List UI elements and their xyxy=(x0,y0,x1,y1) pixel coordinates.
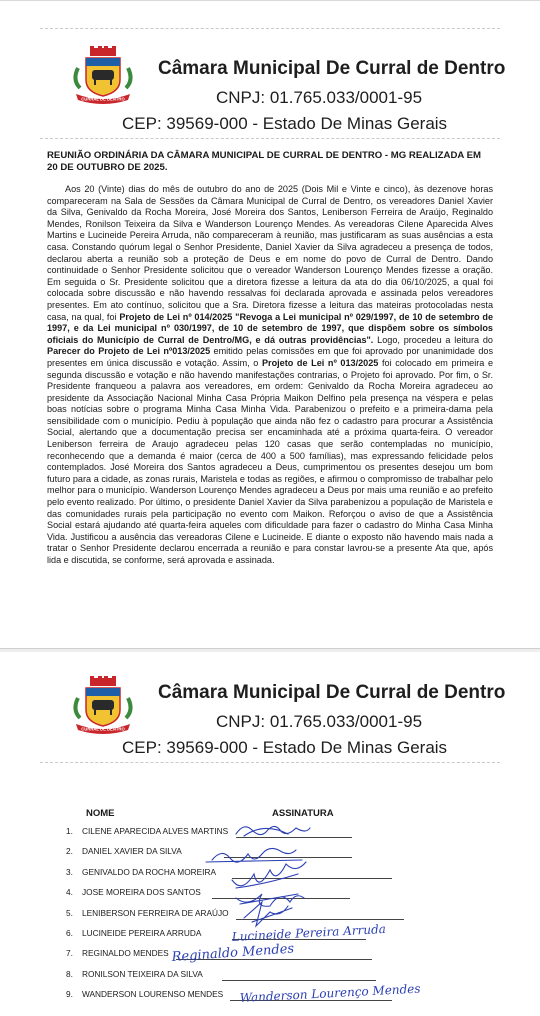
signature-row-number: 9. xyxy=(66,989,73,1000)
signature-3 xyxy=(232,862,306,888)
signature-row-name: GENIVALDO DA ROCHA MOREIRA xyxy=(82,866,217,877)
signature-row-number: 7. xyxy=(66,948,73,959)
minutes-body xyxy=(47,184,493,567)
cnpj-line: CNPJ: 01.765.033/0001-95 xyxy=(216,712,423,731)
signature-row-name: WANDERSON LOURENSO MENDES xyxy=(82,989,224,1000)
header-dashed-rule-bottom xyxy=(40,138,500,139)
page-edge xyxy=(0,0,540,1)
municipal-coat-of-arms-logo xyxy=(70,46,136,104)
institution-name: Câmara Municipal De Curral de Dentro xyxy=(158,58,506,79)
header-dashed-rule xyxy=(40,28,500,29)
signature-7: Reginaldo Mendes xyxy=(171,941,295,965)
signature-row-number: 6. xyxy=(66,928,73,938)
signature-1 xyxy=(236,826,310,836)
cep-line: CEP: 39569-000 - Estado De Minas Gerais xyxy=(122,738,448,757)
signature-col-name: NOME xyxy=(86,808,115,819)
minutes-page-2 xyxy=(0,652,540,1016)
cnpj-line: CNPJ: 01.765.033/0001-95 xyxy=(216,88,423,107)
signature-row-number: 5. xyxy=(66,907,73,918)
minutes-text-4: foi colocado em primeira e segunda discussão e votação e não havendo manifestações contrarias, o Projeto foi aprovado. Por fim, o Sr. Presidente franqueou a palavra aos vereadores, em ordem: Genivaldo da Rocha Moreira agradeceu ao presidente da Associação Nacional Minha Casa Própria Maikon Delfino pela presença na véspera e pelas boas notícias sobre o programa Minha Casa Minha Vida. Parabenizou o prefeito e a primeira-dama pela sensibilidade com o município. Pediu à população que ainda não fez o cadastro para procurar a Assistência Social, alertando que a documentação precisa ser encaminhada até a próxima quarta-feira. O vereador Leniberson ferreira de Araujo agradeceu pelas 120 casas que serão contempladas no município, reconhecendo que a demanda é maior (cerca de 400 a 500 famílias), mas expressando felicidade pelos contemplados. José Moreira dos Santos agradeceu a Deus, cumprimentou os presentes desejou um bom futuro para a cidade, as zonas rurais, Maristela e todas as regiões, e afirmou o compromisso de trabalhar pelo melhor para o município. Wanderson Lourenço Mendes agradeceu a Deus por mais uma reunião e ao prefeito pelo evento realizado. Por último, o presidente Daniel Xavier da Silva parabenizou a população de Maristela e das comunidades rurais pela participação no evento com Maikon. Reforçou o aviso de que a Assistência Social estará ajudando até quarta-feira aqueles com dificuldade para fazer o cadastro do Minha Casa Minha Vida. Justificou a ausência das vereadoras Cilene e Lucineide. E diante o exposto não havendo mais nada a tratar o Senhor Presidente declarou encerrada a reunião e para constar lavrou-se a presente Ata que, após lida e discutida, se conforme, será aprovada e assinada. xyxy=(47,357,493,565)
signature-row-number: 8. xyxy=(66,968,73,979)
signature-row-number: 3. xyxy=(66,866,73,877)
signature-row-name: REGINALDO MENDES xyxy=(82,948,169,959)
signature-row-number: 2. xyxy=(66,846,73,857)
institution-name: Câmara Municipal De Curral de Dentro xyxy=(158,682,506,703)
signature-row-name: LUCINEIDE PEREIRA ARRUDA xyxy=(82,928,202,938)
signature-col-signature: ASSINATURA xyxy=(272,808,334,819)
minutes-text-2: Logo, procedeu a leitura do xyxy=(373,334,493,345)
signature-4 xyxy=(236,894,304,906)
minutes-title: REUNIÃO ORDINÁRIA DA CÂMARA MUNICIPAL DE CURRAL DE DENTRO - MG REALIZADA EM 20 DE OUTUBRO DE 2025. xyxy=(47,150,482,173)
signature-9: Wanderson Lourenço Mendes xyxy=(239,981,421,1005)
minutes-bold-bill-014: Projeto de Lei nº 014/2025 "Revoga a Lei municipal nº 029/1997, de 10 de setembro de 1997, e da Lei municipal nº 030/1997, de 10 de setembro de 1997, que dispõem sobre os símbolos oficiais do Município de Curral de Dentro/MG, e dá outras providências". xyxy=(47,311,494,345)
minutes-text-1: Aos 20 (Vinte) dias do mês de outubro do ano de 2025 (Dois Mil e Vinte e cinco), às dezenove horas compareceram na Sala de Sessões da Câmara Municipal de Curral de Dentro, os vereadores Daniel Xavier da Silva, Genivaldo da Rocha Moreira, José Moreira dos Santos, Leniberson Ferreira de Araújo, Reginaldo Mendes, Ronilson Teixeira da Silva e Wanderson Lourenço Mendes. As vereadoras Cilene Aparecida Alves Martins e Lucineide Pereira Arruda, não compareceram à reunião, mas justificaram as suas ausências a esta casa. Constando quórum legal o Senhor Presidente, Daniel Xavier da Silva agradeceu a presença de todos, declarou aberta a reunião sob a proteção de Deus e em nome do povo de Curral de Dentro. Dando continuidade o Senhor Presidente solicitou que o vereador Wanderson Lourenço Mendes fizesse a oração. Em seguida o Sr. Presidente solicitou que a diretora fizesse a leitura da ata do dia 06/10/2025, a qual foi colocada sobre discussão e não havendo ressalvas foi declarada aprovada e assinada pelos vereadores presentes. Em ato contínuo, solicitou que a Sra. Diretora fizesse a leitura das mateiras protocoladas nesta casa, na qual, foi xyxy=(47,184,493,322)
svg-text:CURRAL DE DENTRO: CURRAL DE DENTRO xyxy=(81,96,125,102)
signature-6: Lucineide Pereira Arruda xyxy=(231,921,387,944)
signature-row-name: CILENE APARECIDA ALVES MARTINS xyxy=(82,826,229,836)
signature-row-name: JOSE MOREIRA DOS SANTOS xyxy=(82,887,201,898)
minutes-text-3: emitido pelas comissões em que foi aprovado por unanimidade dos presentes em única discussão e votação. Assim, o xyxy=(47,346,493,368)
handwritten-signatures xyxy=(0,652,540,1016)
signature-row-name: LENIBERSON FERREIRA DE ARAÚJO xyxy=(82,907,229,918)
signature-row-name: DANIEL XAVIER DA SILVA xyxy=(82,846,182,857)
cep-line: CEP: 39569-000 - Estado De Minas Gerais xyxy=(122,114,448,133)
signature-row-number: 4. xyxy=(66,887,73,898)
logo-crown xyxy=(90,46,116,56)
signature-row-name: RONILSON TEIXEIRA DA SILVA xyxy=(82,968,203,979)
minutes-bold-opinion-013: Parecer do Projeto de Lei nº013/2025 xyxy=(47,346,211,357)
svg-text:CURRAL DE DENTRO: CURRAL DE DENTRO xyxy=(81,726,125,732)
signature-2 xyxy=(206,848,302,862)
minutes-bold-bill-013: Projeto de Lei nº 013/2025 xyxy=(261,357,379,368)
signature-row-number: 1. xyxy=(66,826,73,836)
signature-5 xyxy=(244,902,292,926)
